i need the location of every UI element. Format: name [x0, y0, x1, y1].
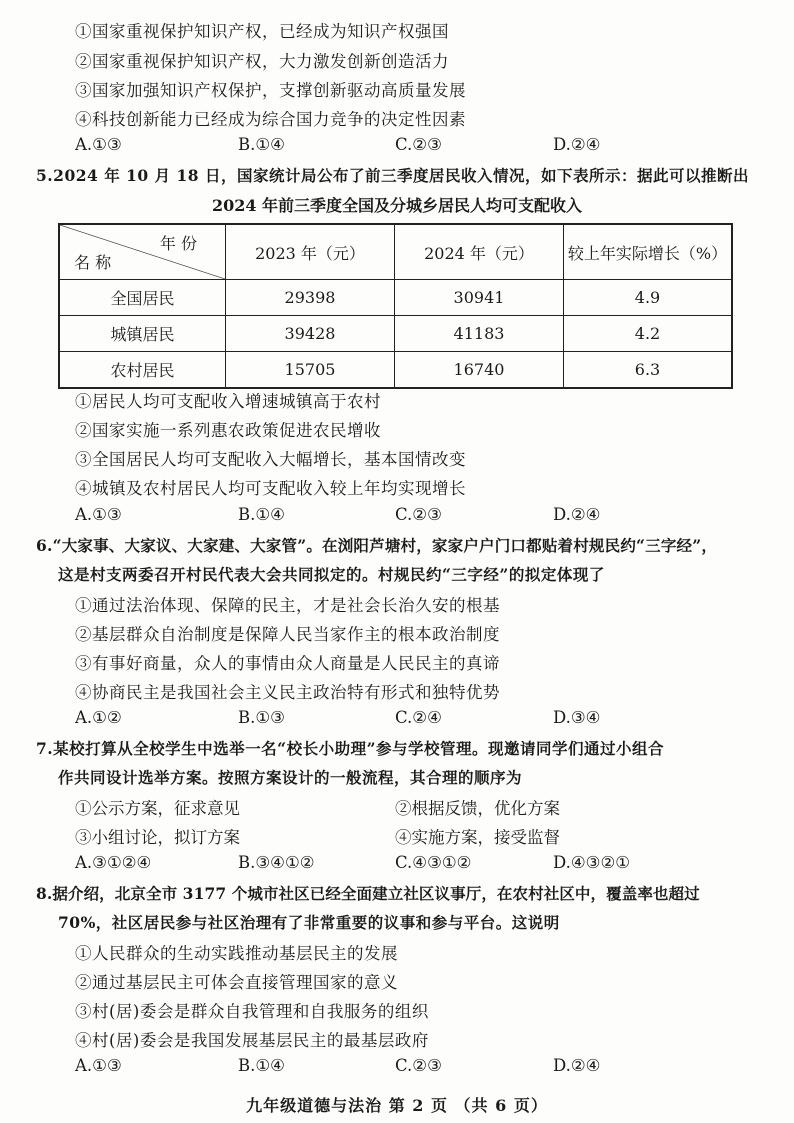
row-name: 全国居民 — [59, 280, 226, 316]
q4-answer-c: C.②③ — [395, 135, 442, 154]
q8-answer-b: B.①④ — [238, 1056, 285, 1075]
q6-option-2: ②基层群众自治制度是保障人民当家作主的根本政治制度 — [75, 625, 500, 644]
table-row — [59, 316, 732, 352]
q5-option-1: ①居民人均可支配收入增速城镇高于农村 — [75, 392, 381, 411]
row-value-2023: 39428 — [226, 316, 395, 352]
q7-stem-line2: 作共同设计选举方案。按照方案设计的一般流程，其合理的顺序为 — [58, 768, 523, 787]
table-header-row — [59, 224, 732, 280]
q7-answer-b: B.③④①② — [238, 853, 315, 872]
q5-option-2: ②国家实施一系列惠农政策促进农民增收 — [75, 421, 381, 440]
corner-label-name: 名 称 — [74, 253, 112, 272]
q4-answer-d: D.②④ — [553, 135, 601, 154]
q5-answer-d: D.②④ — [553, 505, 601, 524]
q7-option-4: ④实施方案，接受监督 — [395, 828, 560, 847]
q4-option-2: ②国家重视保护知识产权，大力激发创新创造活力 — [75, 52, 449, 71]
q8-option-1: ①人民群众的生动实践推动基层民主的发展 — [75, 944, 398, 963]
row-value-2024: 41183 — [395, 316, 564, 352]
table-row — [59, 352, 732, 389]
row-name: 城镇居民 — [59, 316, 226, 352]
page-footer: 九年级道德与法治 第 2 页 （共 6 页） — [246, 1096, 548, 1115]
q6-answer-b: B.①③ — [238, 708, 285, 727]
q5-option-4: ④城镇及农村居民人均可支配收入较上年均实现增长 — [75, 479, 466, 498]
row-value-2023: 29398 — [226, 280, 395, 316]
q5-answer-b: B.①④ — [238, 505, 285, 524]
table-corner-cell — [59, 224, 226, 280]
q5-answer-c: C.②③ — [395, 505, 442, 524]
q8-answer-d: D.②④ — [553, 1056, 601, 1075]
row-growth: 4.2 — [564, 316, 733, 352]
q6-answer-a: A.①② — [75, 708, 122, 727]
q6-answer-d: D.③④ — [553, 708, 601, 727]
q6-option-1: ①通过法治体现、保障的民主，才是社会长治久安的根基 — [75, 596, 500, 615]
q6-answer-choices — [75, 708, 715, 734]
q5-option-3: ③全国居民人均可支配收入大幅增长，基本国情改变 — [75, 450, 466, 469]
q8-stem-line1: 8.据介绍，北京全市 3177 个城市社区已经全面建立社区议事厅，在农村社区中，覆盖率也超过 — [36, 884, 700, 903]
q8-answer-a: A.①③ — [75, 1056, 122, 1075]
q5-stem: 5.2024 年 10 月 18 日，国家统计局公布了前三季度居民收入情况，如下表所示：据此可以推断出 — [36, 166, 749, 185]
q6-option-4: ④协商民主是我国社会主义民主政治特有形式和独特优势 — [75, 683, 500, 702]
q8-answer-c: C.②③ — [395, 1056, 442, 1075]
row-growth: 6.3 — [564, 352, 733, 389]
q6-stem-line1: 6.“大家事、大家议、大家建、大家管”。在浏阳芦塘村，家家户户门口都贴着村规民约“三字经”， — [36, 536, 718, 555]
q7-answer-d: D.④③②① — [553, 853, 631, 872]
q7-answer-c: C.④③①② — [395, 853, 472, 872]
q6-stem-line2: 这是村支两委召开村民代表大会共同拟定的。村规民约“三字经”的拟定体现了 — [58, 565, 605, 584]
q4-option-1: ①国家重视保护知识产权，已经成为知识产权强国 — [75, 22, 449, 41]
row-name: 农村居民 — [59, 352, 226, 389]
q7-answer-choices — [75, 853, 715, 879]
q8-option-4: ④村(居)委会是我国发展基层民主的最基层政府 — [75, 1031, 429, 1050]
row-value-2024: 30941 — [395, 280, 564, 316]
q4-option-4: ④科技创新能力已经成为综合国力竞争的决定性因素 — [75, 110, 466, 129]
q7-options-row2 — [75, 824, 715, 850]
q6-option-3: ③有事好商量，众人的事情由众人商量是人民民主的真谛 — [75, 654, 500, 673]
q7-option-3: ③小组讨论，拟订方案 — [75, 828, 240, 847]
q5-answer-choices — [75, 505, 715, 531]
income-table — [58, 223, 733, 389]
q8-option-2: ②通过基层民主可体会直接管理国家的意义 — [75, 973, 398, 992]
q5-table-title: 2024 年前三季度全国及分城乡居民人均可支配收入 — [211, 196, 583, 215]
q4-answer-choices — [75, 135, 715, 161]
q4-answer-a: A.①③ — [75, 135, 122, 154]
q5-answer-a: A.①③ — [75, 505, 122, 524]
header-2023: 2023 年（元） — [226, 224, 395, 280]
header-2024: 2024 年（元） — [395, 224, 564, 280]
q8-option-3: ③村(居)委会是群众自我管理和自我服务的组织 — [75, 1002, 429, 1021]
q7-stem-line1: 7.某校打算从全校学生中选举一名“校长小助理”参与学校管理。现邀请同学们通过小组合 — [36, 739, 665, 758]
row-value-2024: 16740 — [395, 352, 564, 389]
q4-answer-b: B.①④ — [238, 135, 285, 154]
q8-stem-line2: 70%，社区居民参与社区治理有了非常重要的议事和参与平台。这说明 — [58, 913, 560, 932]
header-growth: 较上年实际增长（%） — [564, 224, 733, 280]
q7-options-row1 — [75, 795, 715, 821]
corner-label-year: 年 份 — [159, 234, 197, 253]
q7-option-1: ①公示方案，征求意见 — [75, 799, 240, 818]
row-value-2023: 15705 — [226, 352, 395, 389]
q7-answer-a: A.③①②④ — [75, 853, 152, 872]
q4-option-3: ③国家加强知识产权保护，支撑创新驱动高质量发展 — [75, 81, 466, 100]
q6-answer-c: C.②④ — [395, 708, 442, 727]
q8-answer-choices — [75, 1056, 715, 1082]
q7-option-2: ②根据反馈，优化方案 — [395, 799, 560, 818]
table-row — [59, 280, 732, 316]
row-growth: 4.9 — [564, 280, 733, 316]
